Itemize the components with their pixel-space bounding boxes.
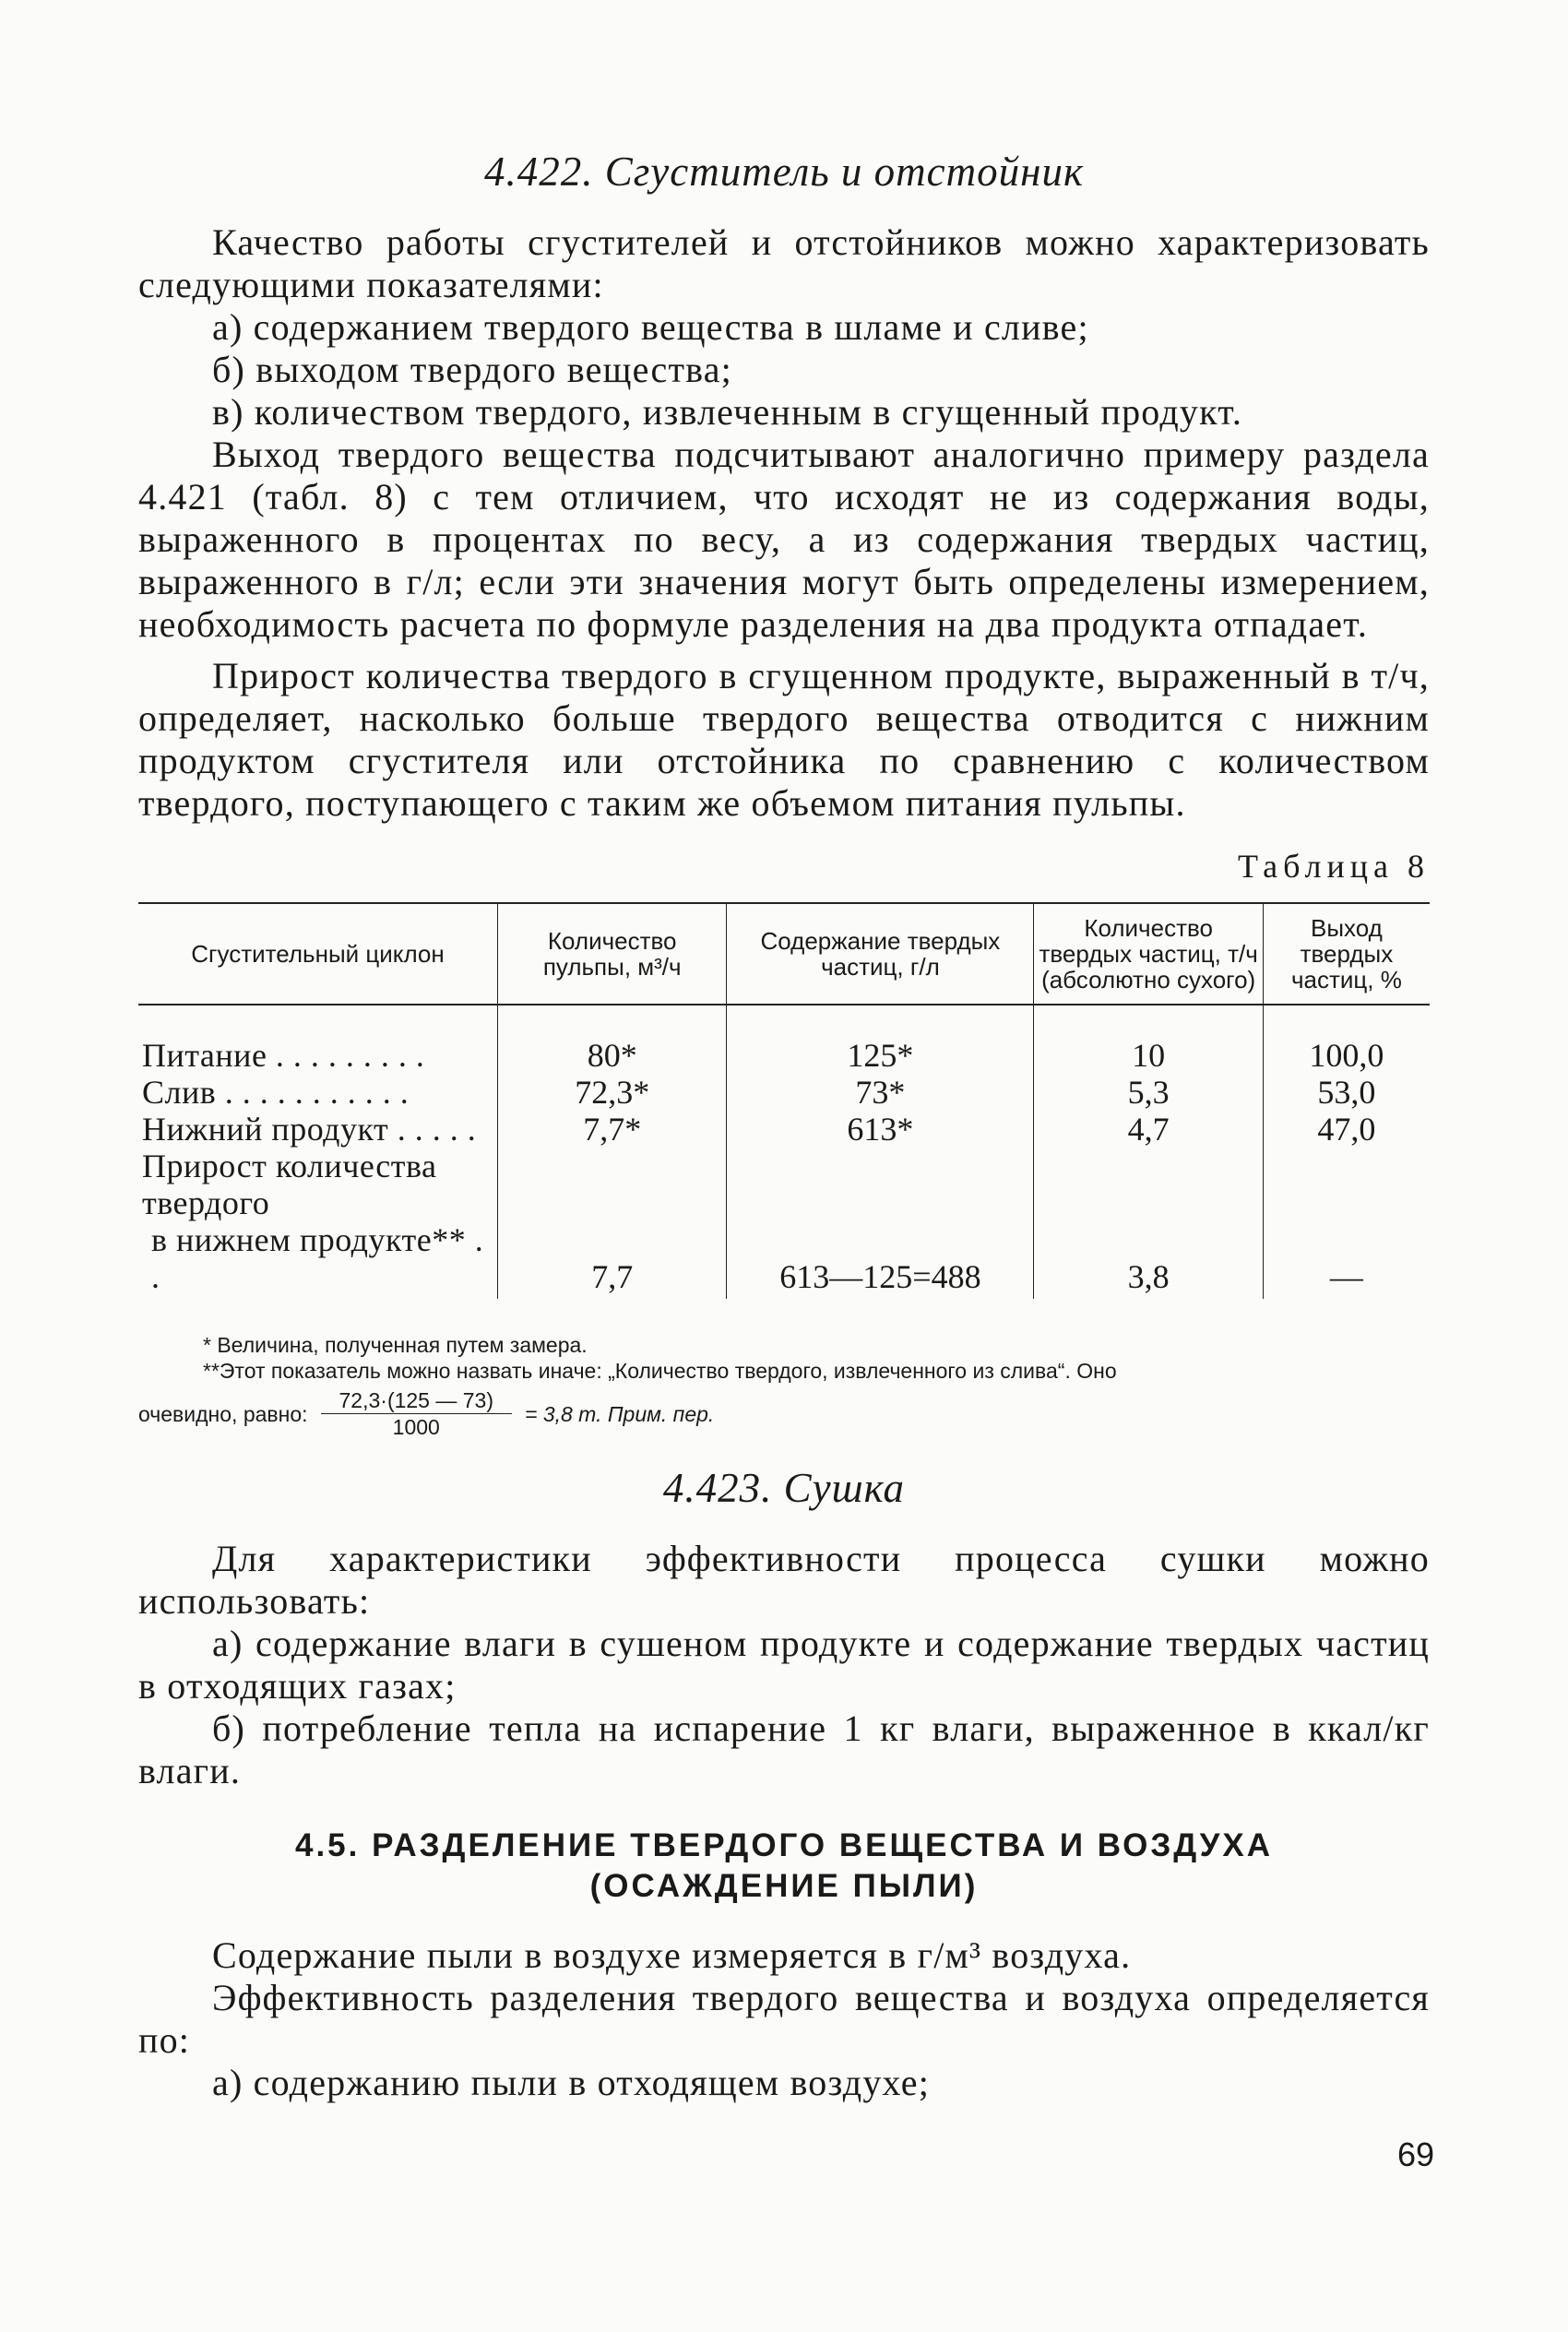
list-item: а) содержание влаги в сушеном продукте и содержание твердых частиц в отходящих газах;	[138, 1623, 1430, 1707]
table-cell: 100,0	[1263, 1005, 1430, 1074]
paragraph: Выход твердого вещества подсчитывают аналогично примеру раздела 4.421 (табл. 8) с тем отличием, что исходят не из содержания воды, выраженного в процентах по весу, а из содержания твердых частиц, выраженного в г/л; если эти значения могут быть определены измерением, необходимость расчета по формуле разделения на два продукта отпадает.	[138, 434, 1430, 645]
footnote: **Этот показатель можно назвать иначе: „Количество твердого, извлеченного из слива“. Оно	[203, 1359, 1117, 1383]
footnotes	[138, 1332, 1430, 1440]
table-cell: 47,0	[1263, 1111, 1430, 1148]
table-header-row	[138, 903, 1430, 1005]
table-cell: 5,3	[1034, 1074, 1263, 1111]
page-number: 69	[1397, 2136, 1435, 2173]
list-item: а) содержанию пыли в отходящем воздухе;	[212, 2062, 931, 2103]
paragraph: Эффективность разделения твердого вещества и воздуха определяется по:	[138, 1977, 1430, 2061]
table-cell	[1263, 1148, 1430, 1221]
list-item: б) выходом твердого вещества;	[212, 349, 732, 390]
fraction-numerator: 72,3·(125 — 73)	[321, 1387, 512, 1414]
table-row	[138, 1148, 1430, 1221]
table-cell: Слив . . . . . . . . . . .	[142, 1074, 410, 1111]
table-caption: Таблица 8	[1238, 848, 1430, 885]
table-cell: 53,0	[1263, 1074, 1430, 1111]
section-45-title	[138, 1826, 1430, 1907]
column-header: Сгустительный циклон	[191, 940, 445, 968]
section-title-line: (ОСАЖДЕНИЕ ПЫЛИ)	[589, 1868, 979, 1904]
table-cell: 10	[1034, 1005, 1263, 1074]
fraction-denominator: 1000	[392, 1415, 440, 1439]
section-4422-title: 4.422. Сгуститель и отстойник	[483, 149, 1085, 195]
paragraph: Качество работы сгустителей и отстойников можно характеризовать следующими показателями:	[138, 221, 1430, 305]
table-cell: 72,3*	[498, 1074, 727, 1111]
table-row	[138, 1111, 1430, 1148]
data-table	[138, 902, 1430, 1299]
table-cell: 125*	[727, 1005, 1034, 1074]
table-row	[138, 1221, 1430, 1299]
page	[138, 148, 1430, 2104]
fraction	[321, 1387, 512, 1440]
formula-prefix: очевидно, равно:	[138, 1401, 308, 1426]
table-cell: 613—125=488	[727, 1221, 1034, 1299]
paragraph: Для характеристики эффективности процесса сушки можно использовать:	[138, 1538, 1430, 1622]
table-cell: Питание . . . . . . . . .	[142, 1037, 425, 1074]
table-row	[138, 1074, 1430, 1111]
table-cell: 3,8	[1034, 1221, 1263, 1299]
table-cell	[498, 1148, 727, 1221]
table-cell: 7,7*	[498, 1111, 727, 1148]
section-4423-title: 4.423. Сушка	[662, 1465, 906, 1511]
table-cell: 4,7	[1034, 1111, 1263, 1148]
list-item: в) количеством твердого, извлеченным в сгущенный продукт.	[212, 391, 1243, 433]
table-cell: 73*	[727, 1074, 1034, 1111]
table-cell: в нижнем продукте** . .	[151, 1221, 484, 1295]
footnote: * Величина, полученная путем замера.	[203, 1333, 588, 1357]
column-header: Количество твердых частиц, т/ч (абсолютно сухого)	[1034, 903, 1263, 1005]
paragraph: Прирост количества твердого в сгущенном продукте, выраженный в т/ч, определяет, насколько больше твердого вещества отводится с нижним продуктом сгустителя или отстойника по сравнению с количеством твердого, поступающего с таким же объемом питания пульпы.	[138, 655, 1430, 824]
table-cell: 613*	[727, 1111, 1034, 1148]
table-cell: Прирост количества твердого	[142, 1148, 437, 1221]
table-cell: —	[1263, 1221, 1430, 1299]
paragraph: Содержание пыли в воздухе измеряется в г/м³ воздуха.	[212, 1934, 1132, 1976]
table-cell	[1034, 1148, 1263, 1221]
table-row	[138, 1005, 1430, 1074]
list-item: а) содержанием твердого вещества в шламе и сливе;	[212, 306, 1089, 348]
column-header: Выход твердых частиц, %	[1263, 903, 1430, 1005]
table-cell	[727, 1148, 1034, 1221]
column-header: Количество пульпы, м³/ч	[498, 903, 727, 1005]
table-cell: 80*	[498, 1005, 727, 1074]
table-cell: 7,7	[498, 1221, 727, 1299]
table-cell: Нижний продукт . . . . .	[142, 1111, 477, 1148]
column-header: Содержание твердых частиц, г/л	[727, 903, 1034, 1005]
footnote-formula	[138, 1387, 1430, 1440]
section-title-line: 4.5. РАЗДЕЛЕНИЕ ТВЕРДОГО ВЕЩЕСТВА И ВОЗДУХА	[294, 1827, 1274, 1863]
list-item: б) потребление тепла на испарение 1 кг влаги, выраженное в ккал/кг влаги.	[138, 1707, 1430, 1791]
formula-suffix: = 3,8 т. Прим. пер.	[525, 1401, 715, 1426]
